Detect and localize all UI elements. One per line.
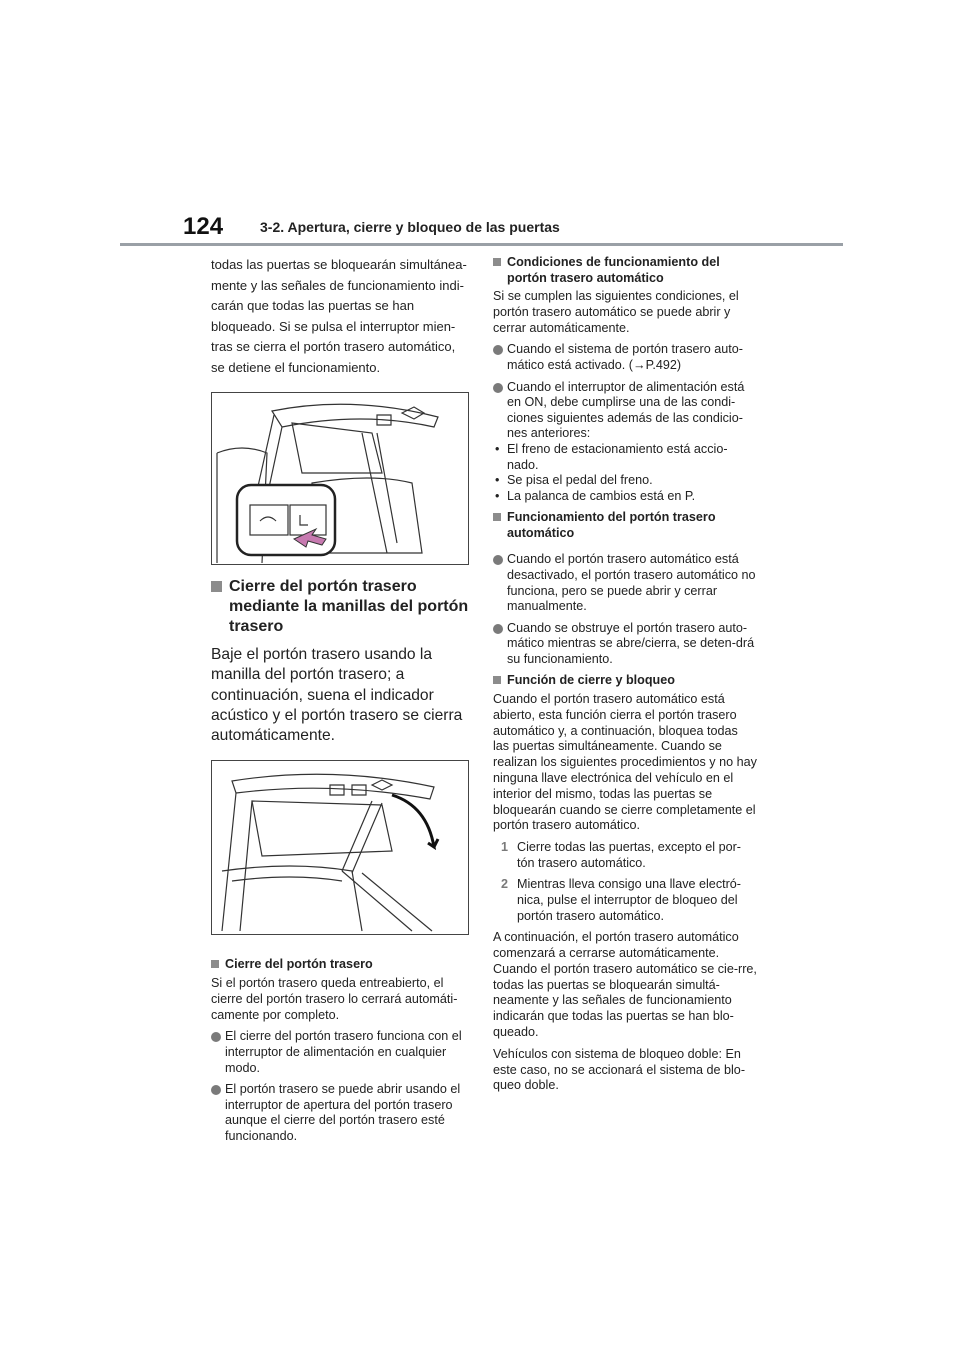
- square-bullet-icon: [493, 676, 501, 684]
- heading-funcionamiento-text: Funcionamiento del portón trasero automático: [507, 510, 716, 540]
- square-bullet-icon: [493, 513, 501, 521]
- list-item: [211, 1029, 469, 1076]
- page-number: 124: [183, 213, 224, 240]
- heading-condiciones: [493, 255, 757, 286]
- tailgate-open-drawing: [212, 393, 468, 564]
- list-item: [493, 621, 757, 668]
- right-column: [493, 255, 757, 1100]
- section-title: 3-2. Apertura, cierre y bloqueo de las puertas: [260, 219, 560, 235]
- list-item: [493, 552, 757, 614]
- heading-funcion-text: Función de cierre y bloqueo: [507, 673, 675, 688]
- after-steps-paragraph: A continuación, el portón trasero automático comenzará a cerrarse automáticamente. Cuando el portón trasero automático se cie-rre, todas las puertas se bloquearán simultá-neamente y las señales de funcionamiento indicarán que todas las puertas se han blo-queado.: [493, 930, 757, 1039]
- bullet-text: Cuando el interruptor de alimentación está en ON, debe cumplirse una de las condi-ciones siguientes además de las condicio-nes anteriores:: [507, 379, 745, 441]
- circle-bullet-icon: [493, 624, 503, 634]
- bullet-text: Cuando el portón trasero automático está desactivado, el portón trasero automático no funciona, pero se puede abrir y cerrar manualmente.: [507, 552, 756, 614]
- square-bullet-icon: [493, 258, 501, 266]
- tailgate-closing-illustration: [211, 760, 469, 935]
- step-text: Cierre todas las puertas, excepto el por-tón trasero automático.: [517, 840, 742, 870]
- step-text: Mientras lleva consigo una llave electró-nica, pulse el interruptor de bloqueo del portón trasero automático.: [517, 877, 742, 923]
- sub-item-text: El freno de estacionamiento está accio-nado.: [507, 441, 728, 472]
- tailgate-closing-drawing: [212, 761, 468, 934]
- tailgate-switch-illustration: [211, 392, 469, 565]
- header-divider: [120, 243, 843, 246]
- heading-manillas-text: Cierre del portón trasero mediante la manillas del portón trasero: [229, 578, 469, 635]
- circle-bullet-icon: [211, 1032, 221, 1042]
- manillas-paragraph: Baje el portón trasero usando la manilla del portón trasero; a continuación, suena el indicador acústico y el portón trasero se cierra automáticamente.: [211, 646, 463, 745]
- doble-paragraph: Vehículos con sistema de bloqueo doble: En este caso, no se accionará el sistema de blo-queo doble.: [493, 1046, 746, 1093]
- bullet-text: El cierre del portón trasero funciona con el interruptor de alimentación en cualquier modo.: [225, 1029, 462, 1075]
- sub-list-item: [493, 489, 757, 505]
- heading-cierre-text: Cierre del portón trasero: [225, 957, 373, 972]
- sub-list-item: [493, 473, 757, 489]
- square-bullet-icon: [211, 581, 222, 592]
- list-item: [493, 380, 757, 442]
- square-bullet-icon: [211, 960, 219, 968]
- circle-bullet-icon: [493, 345, 503, 355]
- list-item: [211, 1082, 469, 1144]
- circle-bullet-icon: [493, 555, 503, 565]
- step-number: 1: [501, 840, 509, 855]
- circle-bullet-icon: [493, 383, 503, 393]
- sub-item-text: La palanca de cambios está en P.: [507, 488, 696, 503]
- intro-paragraph: todas las puertas se bloquearán simultánea-mente y las señales de funcionamiento indi-carán que todas las puertas se han bloqueado. Si se pulsa el interruptor mien-tras se cierra el portón trasero automático, se detiene el funcionamiento.: [211, 257, 467, 375]
- step-number: 2: [501, 877, 509, 892]
- list-item: [493, 342, 757, 373]
- funcion-paragraph: Cuando el portón trasero automático está abierto, esta función cierra el portón trasero automático y, a continuación, bloquea todas las puertas simultáneamente. Cuando se realizan los siguientes procedimientos y no hay ninguna llave electrónica del vehículo en el interior del mismo, todas las puertas se bloquearán cuando se cierre completamente el portón trasero automático.: [493, 691, 757, 833]
- condiciones-paragraph: Si se cumplen las siguientes condiciones, el portón trasero automático se puede abrir y cerrar automáticamente.: [493, 289, 739, 335]
- step-item: [493, 877, 757, 924]
- sub-list-item: [493, 442, 757, 473]
- heading-cierre: [211, 957, 469, 973]
- heading-manillas: [211, 577, 469, 637]
- sub-bullet-mark: •: [495, 473, 500, 488]
- heading-funcionamiento: [493, 510, 757, 541]
- bullet-text: El portón trasero se puede abrir usando el interruptor de apertura del portón trasero aunque el cierre del portón trasero esté funcionando.: [225, 1082, 461, 1143]
- heading-condiciones-text: Condiciones de funcionamiento del portón trasero automático: [507, 255, 720, 285]
- cierre-paragraph: Si el portón trasero queda entreabierto, el cierre del portón trasero lo cerrará automáti-camente por completo.: [211, 975, 458, 1022]
- sub-item-text: Se pisa el pedal del freno.: [507, 473, 653, 488]
- heading-funcion: [493, 673, 757, 689]
- bullet-text: Cuando el sistema de portón trasero auto-mático está activado. (→P.492): [507, 342, 743, 372]
- left-column: [211, 255, 469, 1151]
- sub-bullet-mark: •: [495, 441, 500, 456]
- sub-bullet-mark: •: [495, 488, 500, 503]
- circle-bullet-icon: [211, 1085, 221, 1095]
- bullet-text: Cuando se obstruye el portón trasero auto-mático mientras se abre/cierra, se deten-drá su funcionamiento.: [507, 620, 755, 666]
- page-header: [0, 0, 960, 250]
- step-item: [493, 840, 757, 871]
